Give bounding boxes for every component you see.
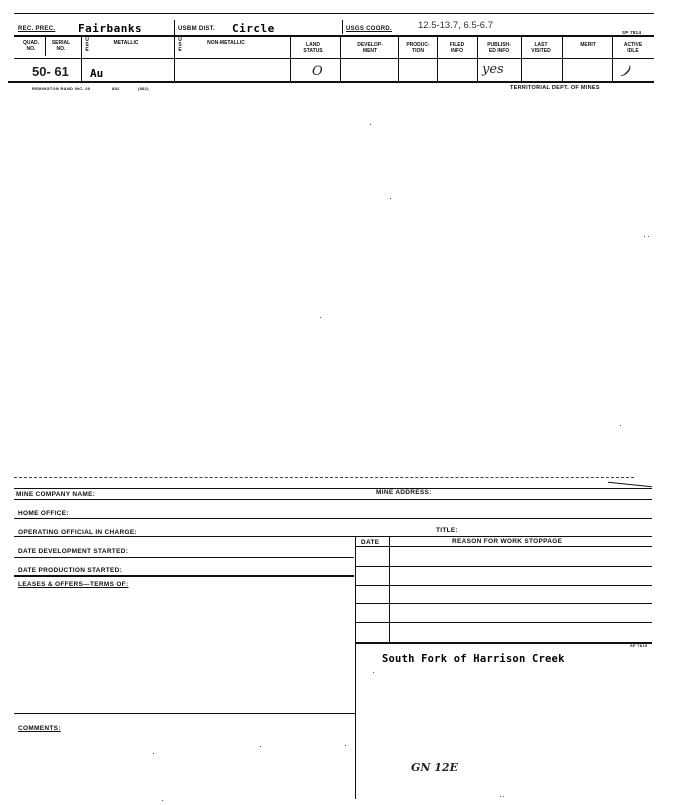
col-published-info: PUBLISH- ED INFO [487, 42, 511, 54]
mine-company-name-label: MINE COMPANY NAME: [16, 491, 96, 498]
col-metallic: METALLIC [113, 40, 139, 46]
col-last-visited: LAST VISITED [531, 42, 551, 54]
title-label: TITLE: [436, 527, 459, 534]
col-land-status: LAND STATUS [303, 42, 323, 54]
home-office-label: HOME OFFICE: [18, 510, 69, 517]
col-serial-no: SERIAL NO. [51, 40, 71, 52]
operating-official-label: OPERATING OFFICIAL IN CHARGE: [18, 529, 137, 536]
col-production: PRODUC- TION [406, 42, 430, 54]
department-text: TERRITORIAL DEPT. OF MINES [510, 85, 600, 91]
mine-address-label: MINE ADDRESS: [376, 489, 432, 496]
metallic-value: Au [90, 67, 104, 80]
published-info-value: yes [482, 62, 504, 77]
date-production-label: DATE PRODUCTION STARTED: [18, 567, 123, 574]
usgs-coord-value: 12.5-13.7, 6.5-6.7 [418, 20, 493, 31]
col-development: DEVELOP- MENT [357, 42, 383, 54]
col-merit: MERIT [580, 42, 596, 48]
usbm-dist-value: Circle [232, 22, 275, 35]
usbm-dist-label: USBM DIST. [178, 26, 216, 32]
printer-code-2: (882) [138, 86, 149, 91]
col-nonmetallic: NON-METALLIC [207, 40, 245, 46]
printer-text: REMINGTON RAND INC. 20 [32, 86, 91, 91]
comments-label: COMMENTS: [18, 725, 61, 732]
col-use-metallic: U S E [85, 37, 89, 53]
usgs-coord-label: USGS COORD. [346, 26, 392, 32]
date-development-label: DATE DEVELOPMENT STARTED: [18, 548, 129, 555]
rec-prec-label: REC. PREC. [18, 26, 56, 32]
rec-prec-value: Fairbanks [78, 22, 143, 35]
reason-header: REASON FOR WORK STOPPAGE [452, 538, 563, 545]
printer-code-1: 882 [112, 86, 120, 91]
col-quad-no: QUAD. NO. [22, 40, 40, 52]
land-status-value: O [312, 64, 323, 79]
col-use-nonmetallic: U S E [178, 37, 182, 53]
active-idle-value: ) [619, 61, 634, 81]
date-header: DATE [361, 539, 380, 546]
property-name: South Fork of Harrison Creek [382, 653, 565, 665]
form-code-bottom: SP 7815 [630, 643, 648, 648]
col-active-idle: ACTIVE IDLE [623, 42, 643, 54]
form-code-top: SP 7814 [622, 30, 642, 35]
handwritten-note: GN 12E [411, 761, 458, 774]
col-filed-info: FILED INFO [449, 42, 465, 54]
quad-serial-value: 50- 61 [32, 64, 69, 79]
leases-label: LEASES & OFFERS—TERMS OF: [18, 581, 129, 588]
